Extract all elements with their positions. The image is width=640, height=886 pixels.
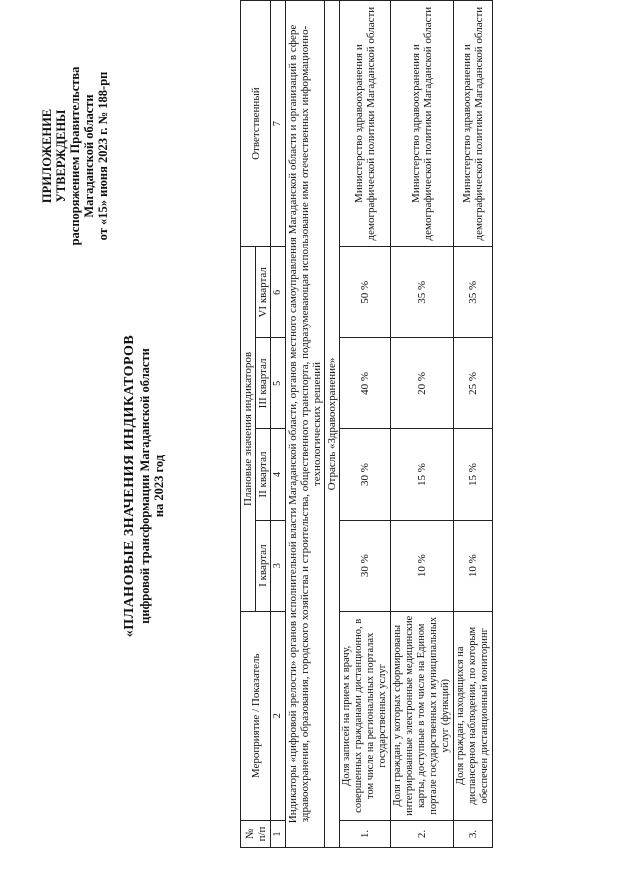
row-responsible: Министерство здравоохранения и демографической политики Магаданской области: [340, 1, 391, 247]
document-title: «ПЛАНОВЫЕ ЗНАЧЕНИЯ ИНДИКАТОРОВ: [122, 334, 137, 638]
table-row: [391, 1, 454, 848]
indicator-note-row: [286, 1, 325, 848]
section-title: Отрасль «Здравоохранение»: [325, 1, 340, 848]
row-q3: 40 %: [340, 338, 391, 429]
row-q1: 10 %: [454, 520, 493, 611]
table-row: [454, 1, 493, 848]
header-measure: Мероприятие / Показатель: [241, 611, 271, 820]
table-row: [340, 1, 391, 848]
header-responsible: Ответственный: [241, 1, 271, 247]
row-responsible: Министерство здравоохранения и демографической политики Магаданской области: [391, 1, 454, 247]
header-q3: III квартал: [256, 338, 271, 429]
approval-block: [40, 16, 110, 296]
column-number: 3: [271, 520, 286, 611]
row-q2: 15 %: [391, 429, 454, 520]
row-indicator-name: Доля граждан, находящихся на диспансерном наблюдении, по которым обеспечен дистанционный мониторинг: [454, 611, 493, 820]
row-q4: 35 %: [454, 247, 493, 338]
header-row: [241, 1, 256, 848]
document-year: на 2023 год: [152, 454, 166, 518]
approval-line-2: Магаданской области: [82, 94, 96, 218]
row-number: 1.: [340, 820, 391, 847]
row-q2: 30 %: [340, 429, 391, 520]
header-q1: I квартал: [256, 520, 271, 611]
row-responsible: Министерство здравоохранения и демографической политики Магаданской области: [454, 1, 493, 247]
column-number-row: [271, 1, 286, 848]
row-number: 2.: [391, 820, 454, 847]
row-q1: 30 %: [340, 520, 391, 611]
section-row: [325, 1, 340, 848]
document-title-block: [122, 206, 166, 766]
column-number: 1: [271, 820, 286, 847]
row-q3: 20 %: [391, 338, 454, 429]
row-q1: 10 %: [391, 520, 454, 611]
row-q4: 50 %: [340, 247, 391, 338]
column-number: 4: [271, 429, 286, 520]
column-number: 7: [271, 1, 286, 247]
header-q2: II квартал: [256, 429, 271, 520]
row-indicator-name: Доля граждан, у которых сформированы интегрированные электронные медицинские карты, доступные в том числе на Едином портале государственных и муниципальных услуг (функций): [391, 611, 454, 820]
indicators-table: [240, 0, 493, 848]
column-number: 2: [271, 611, 286, 820]
row-q3: 25 %: [454, 338, 493, 429]
approval-line-1: распоряжением Правительства: [68, 66, 82, 246]
approval-date: от «15» июня 2023 г. № 188-рп: [96, 71, 110, 241]
row-q2: 15 %: [454, 429, 493, 520]
row-q4: 35 %: [391, 247, 454, 338]
row-number: 3.: [454, 820, 493, 847]
column-number: 6: [271, 247, 286, 338]
indicator-note: Индикаторы «цифровой зрелости» органов исполнительной власти Магаданской области, органов местного самоуправления Магаданской области и организаций в сфере здравоохранения, образования, городского хозяйства и строительства, общественного транспорта, подразумевающая использование ими отечественных информационно-технологических решений: [286, 1, 325, 848]
appendix-label: ПРИЛОЖЕНИЕ: [40, 108, 54, 204]
document-subtitle: цифровой трансформации Магаданской области: [138, 348, 152, 624]
header-planned: Плановые значения индикаторов: [241, 247, 256, 611]
header-q4: VI квартал: [256, 247, 271, 338]
approved-label: УТВЕРЖДЕНЫ: [54, 109, 68, 203]
column-number: 5: [271, 338, 286, 429]
header-num: № п/п: [241, 820, 271, 847]
row-indicator-name: Доля записей на прием к врачу, совершенных гражданами дистанционно, в том числе на региональных порталах государственных услуг: [340, 611, 391, 820]
